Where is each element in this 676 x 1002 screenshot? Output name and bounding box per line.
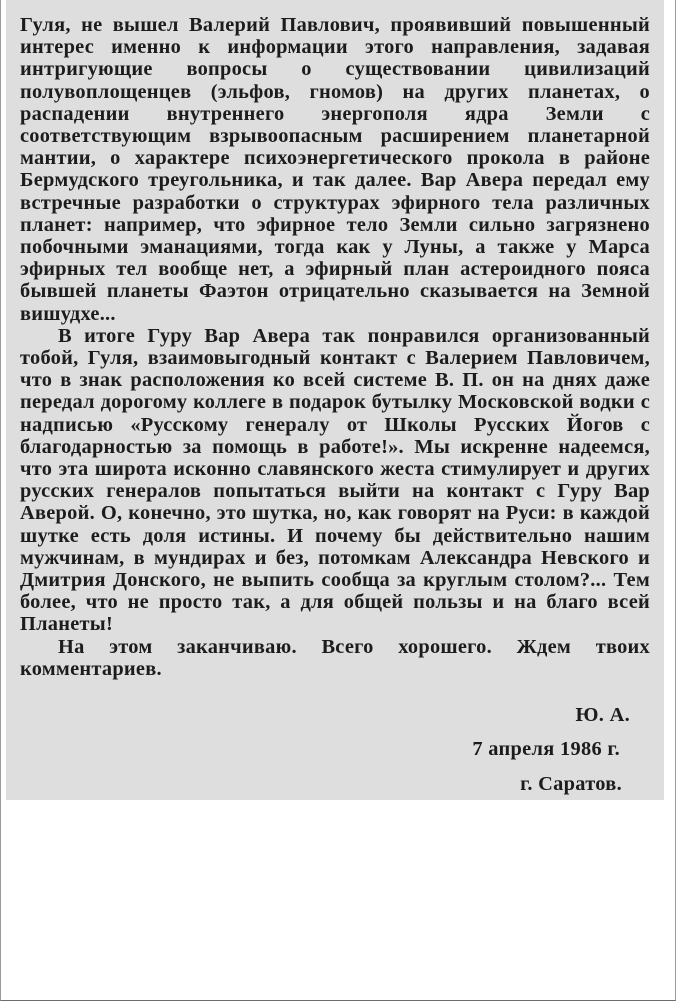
paragraph-2: В итоге Гуру Вар Авера так понравился организованный тобой, Гуля, взаимовыгодный контакт с Валерием Павловичем, что в знак расположения ко всей системе В. П. он на днях даже передал дорогому коллеге в подарок бутылку Московской водки с надписью «Русскому генералу от Школы Русских Йогов с благодарностью за помощь в работе!». Мы искренне надеемся, что эта широта исконно славянского жеста стимулирует и других русских генералов попытаться выйти на контакт с Гуру Вар Аверой. О, конечно, это шутка, но, как говорят на Руси: в каждой шутке есть доля истины. И почему бы действительно нашим мужчинам, в мундирах и без, потомкам Александра Невского и Дмитрия Донского, не выпить сообща за круглым столом?... Тем более, что не просто так, а для общей пользы и на благо всей Планеты! (20, 324, 650, 636)
signature-date: 7 апреля 1986 г. (472, 738, 620, 761)
signature-initials: Ю. А. (575, 704, 630, 727)
signature-city: г. Саратов. (520, 772, 622, 795)
paragraph-3: На этом заканчиваю. Всего хорошего. Ждем твоих комментариев. (20, 635, 650, 680)
paragraph-1: Гуля, не вышел Валерий Павлович, проявивший повышенный интерес именно к информации этого направления, задавая интригующие вопросы о существовании цивилизаций полувоплощенцев (эльфов, гномов) на других планетах, о распадении внутреннего энергополя ядра Земли с соответствующим взрывоопасным расширением планетарной мантии, о характере психоэнергетического прокола в районе Бермудского треугольника, и так далее. Вар Авера передал ему встречные разработки о структурах эфирного тела различных планет: например, что эфирное тело Земли сильно загрязнено побочными эманациями, тогда как у Луны, а также у Марса эфирных тел вообще нет, а эфирный план астероидного пояса бывшей планеты Фаэтон отрицательно сказывается на Земной вишудхе... (20, 14, 650, 325)
scanned-page (6, 0, 664, 800)
